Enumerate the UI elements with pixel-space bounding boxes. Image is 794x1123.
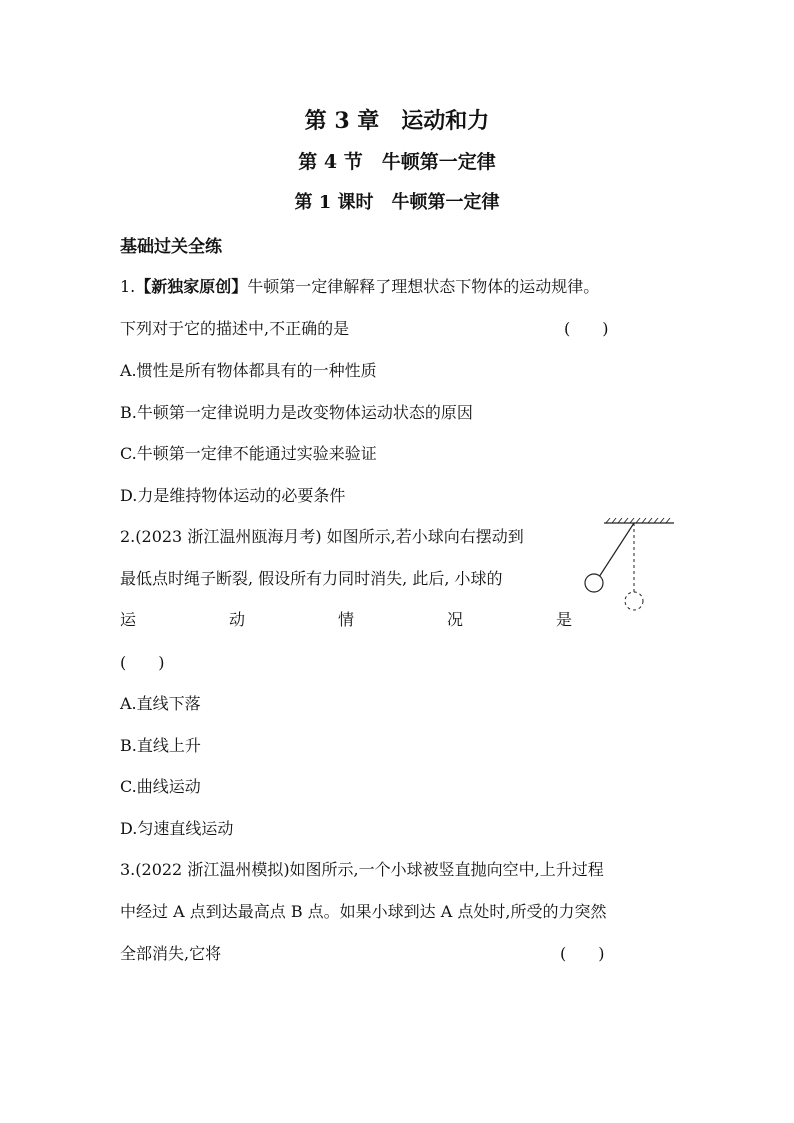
q2-option-a: A.直线下落 [120,694,201,713]
q1-option-a: A.惯性是所有物体都具有的一种性质 [120,361,377,380]
q1-tag: 【新独家原创】 [135,277,248,296]
q2-option-b: B.直线上升 [120,736,201,755]
q3-stem-line1: 3.(2022 浙江温州模拟)如图所示,一个小球被竖直抛向空中,上升过程 [120,860,604,879]
q2-stem-line2: 最低点时绳子断裂, 假设所有力同时消失, 此后, 小球的 [120,569,503,588]
pendulum-figure [580,514,680,614]
q1-answer-blank: ( ) [564,319,609,338]
q3-answer-blank: ( ) [560,944,605,963]
q3-stem-line3: 全部消失,它将 [120,944,222,963]
q2-option-d: D.匀速直线运动 [120,819,234,838]
q2-option-c: C.曲线运动 [120,777,201,796]
q1-stem-text: 牛顿第一定律解释了理想状态下物体的运动规律。 [247,277,600,296]
exercise-section-heading: 基础过关全练 [120,237,222,257]
lowest-point-ball-dashed [625,592,643,610]
pendulum-string [599,523,634,577]
ceiling-hatching [604,518,674,523]
q1-option-c: C.牛顿第一定律不能通过实验来验证 [120,444,377,463]
q2-char: 情 [337,610,354,629]
chapter-title: 第 3 章 运动和力 [304,108,490,134]
lesson-title: 第 1 课时 牛顿第一定律 [294,192,500,213]
q2-char: 是 [555,610,572,629]
q2-char: 运 [120,610,137,629]
q2-char: 动 [228,610,245,629]
q2-stem-line1: 2.(2023 浙江温州瓯海月考) 如图所示,若小球向右摆动到 [120,527,524,546]
q1-number: 1. [120,277,136,296]
pendulum-ball [585,574,603,592]
q1-stem-line1 [120,274,599,297]
section-title: 第 4 节 牛顿第一定律 [298,151,496,173]
q2-char: 况 [446,610,463,629]
q1-option-d: D.力是维持物体运动的必要条件 [120,486,346,505]
q2-answer-blank: ( ) [120,653,165,672]
q1-stem-line2: 下列对于它的描述中,不正确的是 [120,319,350,338]
q3-stem-line2: 中经过 A 点到达最高点 B 点。如果小球到达 A 点处时,所受的力突然 [120,902,607,921]
q1-option-b: B.牛顿第一定律说明力是改变物体运动状态的原因 [120,403,473,422]
q2-stem-line3 [120,607,572,630]
